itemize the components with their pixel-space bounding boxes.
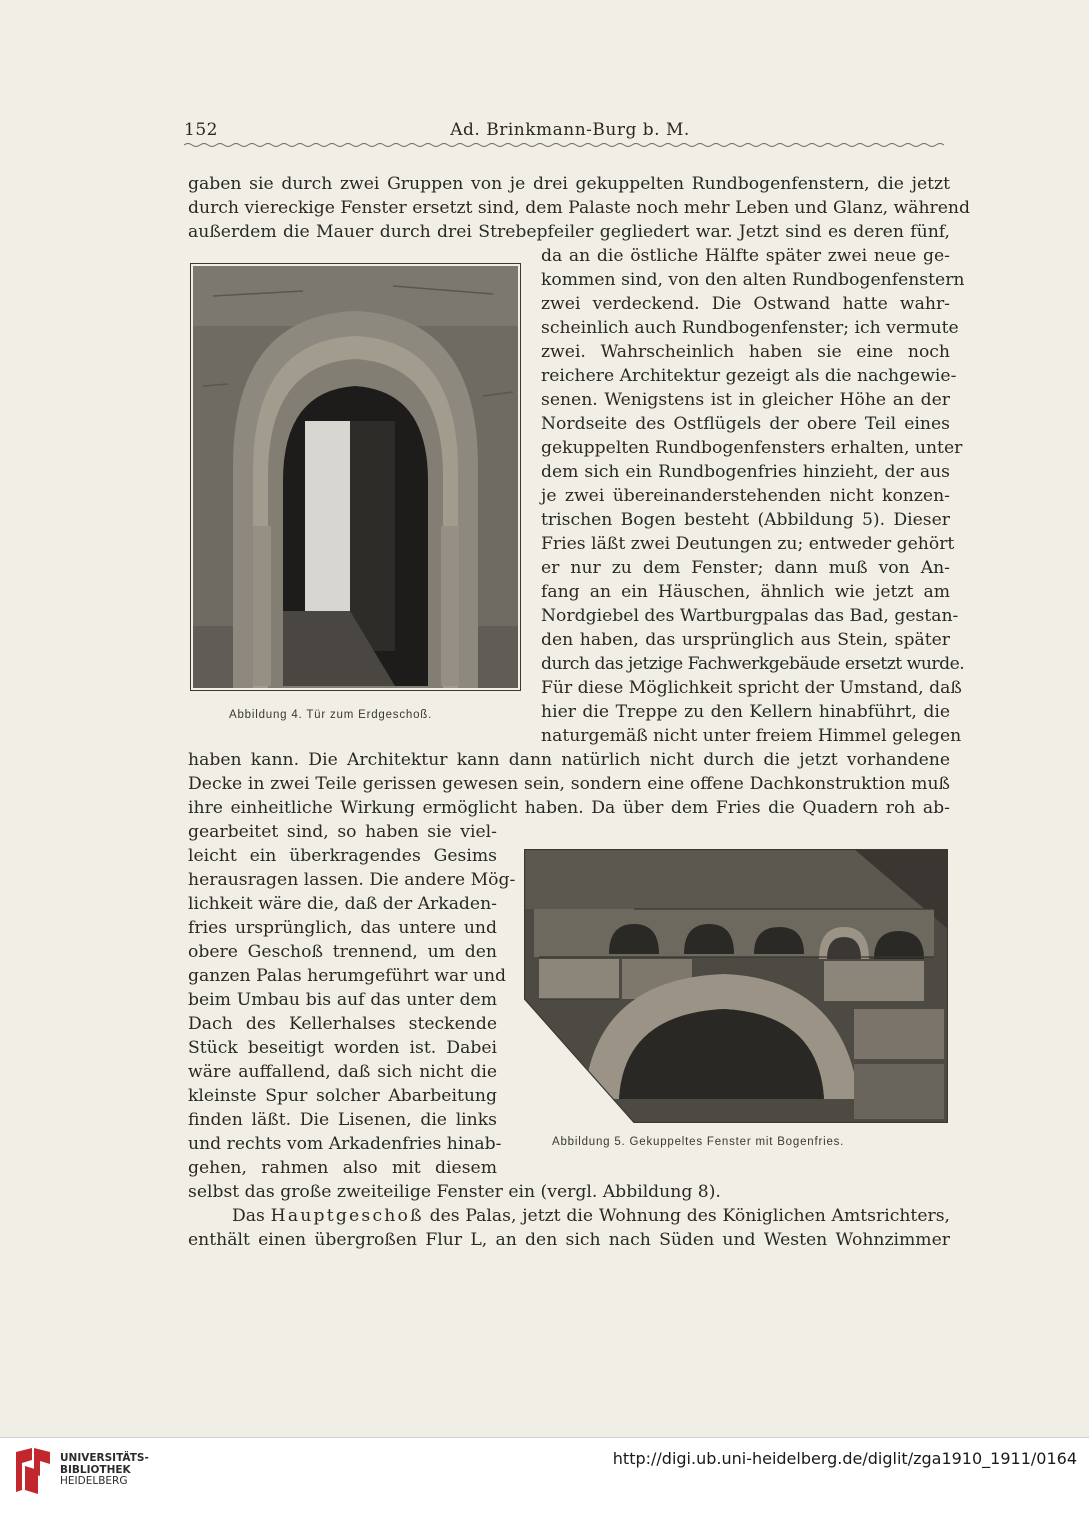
text-line: lichkeit wäre die, daß der Arkaden- [188,894,497,914]
text-line: fang an ein Häuschen, ähnlich wie jetzt am [541,582,950,602]
text-line: gehen, rahmen also mit diesem [188,1158,497,1178]
text-line: gearbeitet sind, so haben sie viel- [188,822,497,842]
text-line: obere Geschoß trennend, um den [188,942,497,962]
text-line: kleinste Spur solcher Abarbeitung [188,1086,497,1106]
text-line: ganzen Palas herumgeführt war und [188,966,507,986]
text-line: haben kann. Die Architektur kann dann natürlich nicht durch die jetzt vorhandene [188,750,950,770]
text-line: scheinlich auch Rundbogenfenster; ich vermute [541,318,959,338]
text-line: gekuppelten Rundbogenfensters erhalten, unter [541,438,963,458]
figure-5-window-photo [524,849,948,1127]
library-logo-icon [12,1446,54,1500]
text-line: beim Umbau bis auf das unter dem [188,990,497,1010]
text-line: naturgemäß nicht unter freiem Himmel gelegen [541,726,962,746]
library-name-line1: UNIVERSITÄTS- [60,1452,149,1464]
text-line: Nordseite des Ostflügels der obere Teil eines [541,414,950,434]
text-line: herausragen lassen. Die andere Mög- [188,870,516,890]
text-line: selbst das große zweiteilige Fenster ein (vergl. Abbildung 8). [188,1182,721,1202]
header-rule [184,141,950,149]
library-name-line3: HEIDELBERG [60,1475,128,1487]
text-line: enthält einen übergroßen Flur L, an den sich nach Süden und Westen Wohnzimmer [188,1230,950,1250]
running-title: Ad. Brinkmann-Burg b. M. [450,120,690,140]
library-name [60,1453,149,1488]
text-line: gaben sie durch zwei Gruppen von je drei gekuppelten Rundbogenfenstern, die jetzt [188,174,950,194]
figure-4-door-photo [190,263,521,691]
text-line: dem sich ein Rundbogenfries hinzieht, der aus [541,462,950,482]
text-line: je zwei übereinanderstehenden nicht konzen- [541,486,950,506]
text-line: trischen Bogen besteht (Abbildung 5). Dieser [541,510,950,530]
emphasis-hauptgeschoss: Hauptgeschoß [270,1206,424,1226]
text-line: kommen sind, von den alten Rundbogenfenstern [541,270,965,290]
text-line: Stück beseitigt worden ist. Dabei [188,1038,497,1058]
figure-4-caption: Abbildung 4. Tür zum Erdgeschoß. [229,709,433,721]
text-line: da an die östliche Hälfte später zwei neue ge- [541,246,950,266]
library-name-line2: BIBLIOTHEK [60,1463,131,1476]
text-line: und rechts vom Arkadenfries hinab- [188,1134,502,1154]
text-line: den haben, das ursprünglich aus Stein, später [541,630,950,650]
text-line: zwei verdeckend. Die Ostwand hatte wahr- [541,294,950,314]
text-line: leicht ein überkragendes Gesims [188,846,497,866]
text-line: ihre einheitliche Wirkung ermöglicht haben. Da über dem Fries die Quadern roh ab- [188,798,950,818]
text-line: zwei. Wahrscheinlich haben sie eine noch [541,342,950,362]
text-line: Für diese Möglichkeit spricht der Umstand, daß [541,678,962,698]
text-line-paragraph: Das Hauptgeschoß des Palas, jetzt die Wohnung des Königlichen Amtsrichters, [232,1206,950,1226]
text-line: Dach des Kellerhalses steckende [188,1014,497,1034]
text-line: durch viereckige Fenster ersetzt sind, dem Palaste noch mehr Leben und Glanz, während [188,198,971,218]
text-line: senen. Wenigstens ist in gleicher Höhe an der [541,390,950,410]
page-number: 152 [184,120,218,140]
permalink-url[interactable]: http://digi.ub.uni-heidelberg.de/diglit/zga1910_1911/0164 [612,1449,1077,1468]
text-line: Decke in zwei Teile gerissen gewesen sein, sondern eine offene Dachkonstruktion muß [188,774,950,794]
text-line: hier die Treppe zu den Kellern hinabführt, die [541,702,950,722]
text-line: reichere Architektur gezeigt als die nachgewie- [541,366,957,386]
text-line: durch das jetzige Fachwerkgebäude ersetzt wurde. [541,654,965,674]
text-line: Fries läßt zwei Deutungen zu; entweder gehört [541,534,955,554]
text-line: finden läßt. Die Lisenen, die links [188,1110,497,1130]
text-line: er nur zu dem Fenster; dann muß von An- [541,558,950,578]
text-line: fries ursprünglich, das untere und [188,918,497,938]
text-line: außerdem die Mauer durch drei Strebepfeiler gegliedert war. Jetzt sind es deren fünf, [188,222,950,242]
text-line: Nordgiebel des Wartburgpalas das Bad, gestan- [541,606,959,626]
text-line: wäre auffallend, daß sich nicht die [188,1062,497,1082]
figure-5-caption: Abbildung 5. Gekuppeltes Fenster mit Bogenfries. [552,1136,845,1148]
